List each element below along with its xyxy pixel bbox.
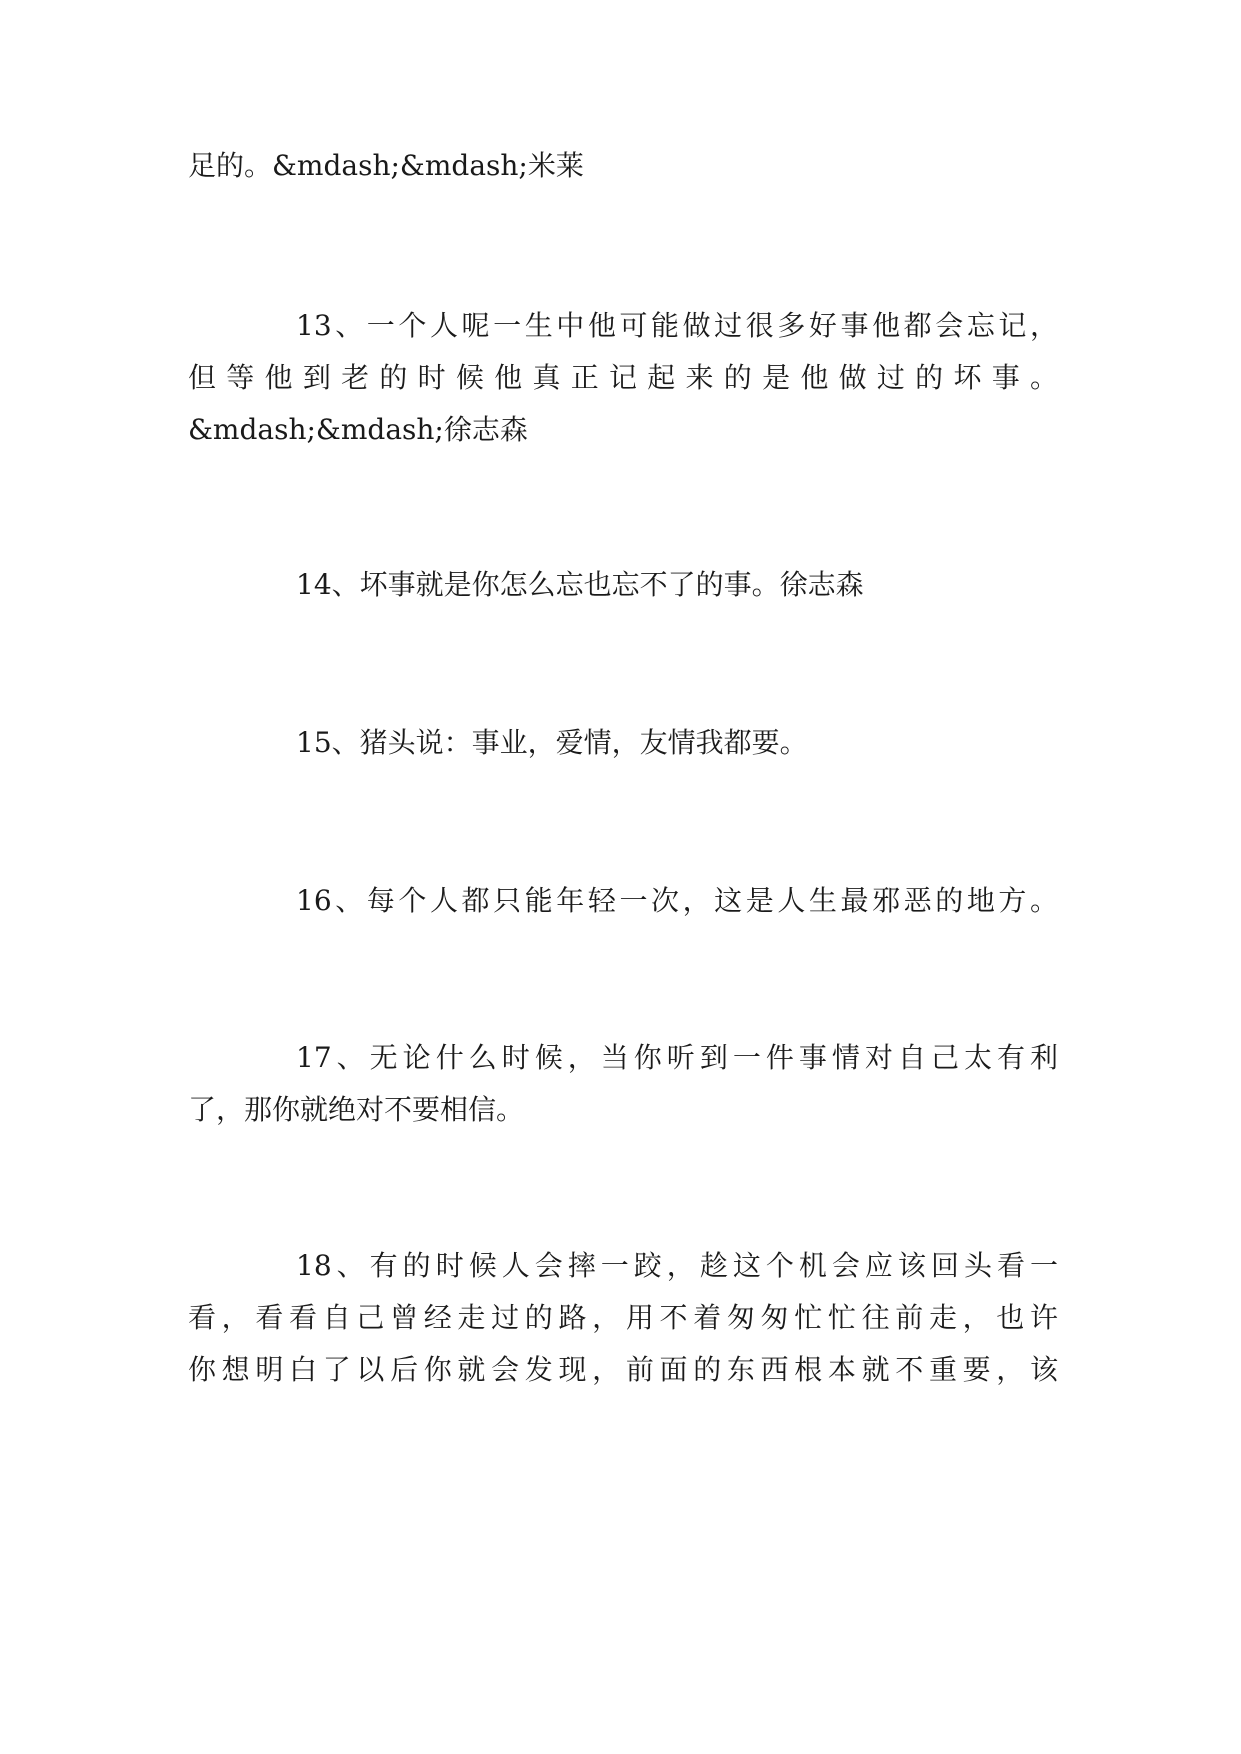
- quote-18-line-3: 你想明白了以后你就会发现，前面的东西根本就不重要，该: [188, 1353, 1058, 1386]
- quote-13-line-2: 但等他到老的时候他真正记起来的是他做过的坏事。: [188, 361, 1058, 394]
- quote-17-line-2: 了，那你就绝对不要相信。: [188, 1093, 525, 1126]
- quote-14: 14、坏事就是你怎么忘也忘不了的事。徐志森: [296, 568, 864, 601]
- quote-16: 16、每个人都只能年轻一次，这是人生最邪恶的地方。: [296, 884, 1058, 917]
- quote-15: 15、猪头说：事业，爱情，友情我都要。: [296, 726, 808, 759]
- quote-13-line-3: &mdash;&mdash;徐志森: [188, 413, 528, 446]
- quote-18-line-1: 18、有的时候人会摔一跤，趁这个机会应该回头看一: [296, 1249, 1058, 1282]
- quote-17-line-1: 17、无论什么时候，当你听到一件事情对自己太有利: [296, 1041, 1058, 1074]
- quote-18-line-2: 看，看看自己曾经走过的路，用不着匆匆忙忙往前走，也许: [188, 1301, 1058, 1334]
- quote-13-line-1: 13、一个人呢一生中他可能做过很多好事他都会忘记，: [296, 309, 1058, 342]
- quote-12-tail: 足的。&mdash;&mdash;米莱: [188, 149, 584, 182]
